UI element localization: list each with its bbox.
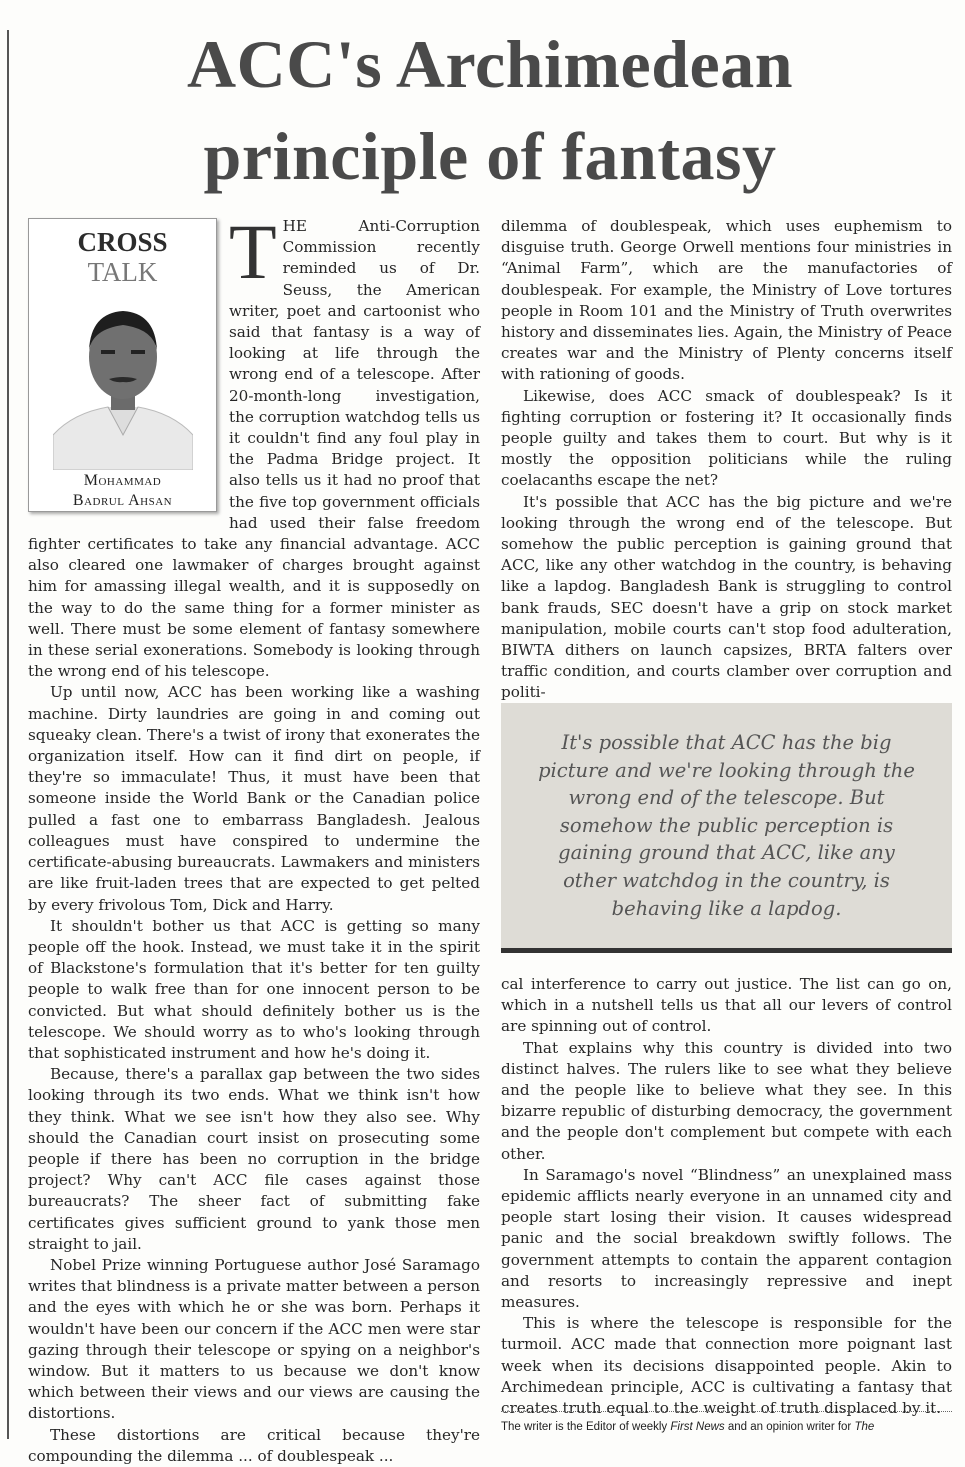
paragraph: dilemma of doublespeak, which uses euphemism to disguise truth. George Orwell mentions four ministries in “Animal Farm”, which are the manufactories of doublespeak. For example, the Ministry of Love tortures people in Room 101 and the Ministry of Truth overwrites history and disseminates lies. Again, the Ministry of Peace creates war and the Ministry of Plenty concerns itself with rationing of goods. — [501, 217, 952, 384]
paragraph: This is where the telescope is responsible for the turmoil. ACC made that connection more poignant last week when its decisions disappointed people. Akin to Archimedean principle, ACC is cultivating a fantasy that creates truth equal to the weight of truth displaced by it. — [501, 1314, 952, 1418]
footnote-divider — [501, 1411, 952, 1412]
paragraph: cal interference to carry out justice. The list can go on, which in a nutshell tells us that all our levers of control are spinning out of control. — [501, 975, 952, 1036]
column-kicker-cross: CROSS — [77, 227, 168, 257]
headline: ACC's Archimedean principle of fantasy — [186, 26, 794, 194]
footnote-publication-2: The — [854, 1421, 875, 1433]
column-kicker-talk: TALK — [87, 257, 158, 287]
pull-quote — [501, 703, 952, 953]
paragraph: It shouldn't bother us that ACC is getting so many people off the hook. Instead, we must take it in the spirit of Blackstone's formulation that it's better for ten guilty people to walk free than for one innocent person to be convicted. But what should definitely bother us is the telescope. We should worry as to who's looking through that sophisticated instrument and how he's doing it. — [28, 916, 480, 1062]
article-column-2-bottom — [501, 974, 952, 1419]
paragraph: Because, there's a parallax gap between the two sides looking through its two ends. What we think isn't how they think. What we see isn't how they also see. Why should the Canadian court insist on prosecuting some people if there has been no corruption in the bridge project? Why can't ACC file cases against those bureaucrats? The sheer fact of submitting fake certificates gives sufficient ground to yank those men straight to jail. — [28, 1065, 480, 1253]
paragraph: Up until now, ACC has been working like a washing machine. Dirty laundries are going in and coming out squeaky clean. There's a twist of irony that exonerates the organization itself. How can it find dirt on people, if they're so immaculate! Thus, it must have been that someone inside the World Bank or the Canadian police pulled a fast one to embarrass Bangladesh. Jealous colleagues must have conspired to undermine the certificate-abusing bureaucrats. Lawmakers and ministers are like fruit-laden trees that are expected to get pelted by every frivolous Tom, Dick and Harry. — [28, 683, 480, 914]
pull-quote-text: It's possible that ACC has the big picture and we're looking through the wrong end of the telescope. But somehow the public perception is gaining ground that ACC, like any other watchdog in the country, is behaving like a lapdog. — [538, 731, 915, 920]
author-name-line2: Badrul Ahsan — [72, 492, 173, 509]
footnote-publication-1: First News — [670, 1421, 725, 1433]
paragraph-text: HE Anti-Corruption Commission recently reminded us of Dr. Seuss, the American writer, poet and cartoonist who said that fantasy is a way of looking at life through the wrong end of a telescope. After 20-month-long investigation, the corruption watchdog tells us it couldn't find any foul play in the Padma Bridge project. It also tells us it had no proof that the five top government officials had used their false freedom fighter certificates to take any financial advantage. ACC also cleared one lawmaker of charges brought against him for amassing illegal wealth, and it is supposedly on the way to do the same thing for a former minister as well. There must be some element of fantasy somewhere in these serial exonerations. Somebody is looking through the wrong end of his telescope. — [28, 217, 480, 681]
author-footnote — [501, 1420, 961, 1434]
footnote-middle: and an opinion writer for — [724, 1421, 855, 1433]
drop-cap: T — [229, 208, 277, 295]
paragraph: That explains why this country is divided into two distinct halves. The rulers like to see what they believe and the people like to believe what they see. In this bizarre republic of disturbing democracy, the government and the people don't complement but compete with each other. — [501, 1038, 952, 1163]
paragraph: Likewise, does ACC smack of doublespeak? Is it fighting corruption or fostering it? It occasionally finds people guilty and takes them to court. But why is it mostly the opposition politicians while the ruling coelacanths escape the net? — [501, 386, 952, 490]
paragraph: These distortions are critical because they're compounding the dilemma ... of doublespeak ... — [28, 1425, 480, 1465]
column-rule — [7, 30, 9, 1439]
paragraph: Nobel Prize winning Portuguese author José Saramago writes that blindness is a private matter between a person and the eyes with which he or she was born. Perhaps it wouldn't have been our concern if the ACC men were star gazing through their telescope or spying on a neighbor's window. But it matters to us because we don't know which between their views and our views are causing the distortions. — [28, 1255, 480, 1423]
author-photo — [53, 295, 193, 470]
author-name-line1: Mohammad — [83, 472, 162, 489]
article-column-1 — [28, 208, 480, 1467]
byline-box — [28, 218, 217, 512]
article-column-2-top — [501, 216, 952, 704]
footnote-prefix: The writer is the Editor of weekly — [501, 1421, 671, 1433]
paragraph: In Saramago's novel “Blindness” an unexplained mass epidemic afflicts nearly everyone in an unnamed city and people start losing their vision. It causes widespread panic and the social breakdown swiftly follows. The government attempts to contain the apparent contagion and resorts to increasingly repressive and inept measures. — [501, 1165, 952, 1312]
paragraph: It's possible that ACC has the big picture and we're looking through the wrong end of the telescope. But somehow the public perception is gaining ground that ACC, like any other watchdog in the country, is behaving like a lapdog. Bangladesh Bank is struggling to control bank frauds, SEC doesn't have a grip on stock market manipulation, mobile courts can't stop food adulteration, BIWTA dithers on launch capsizes, BRTA falters over traffic condition, and courts clamber over corruption and politi- — [501, 492, 952, 702]
